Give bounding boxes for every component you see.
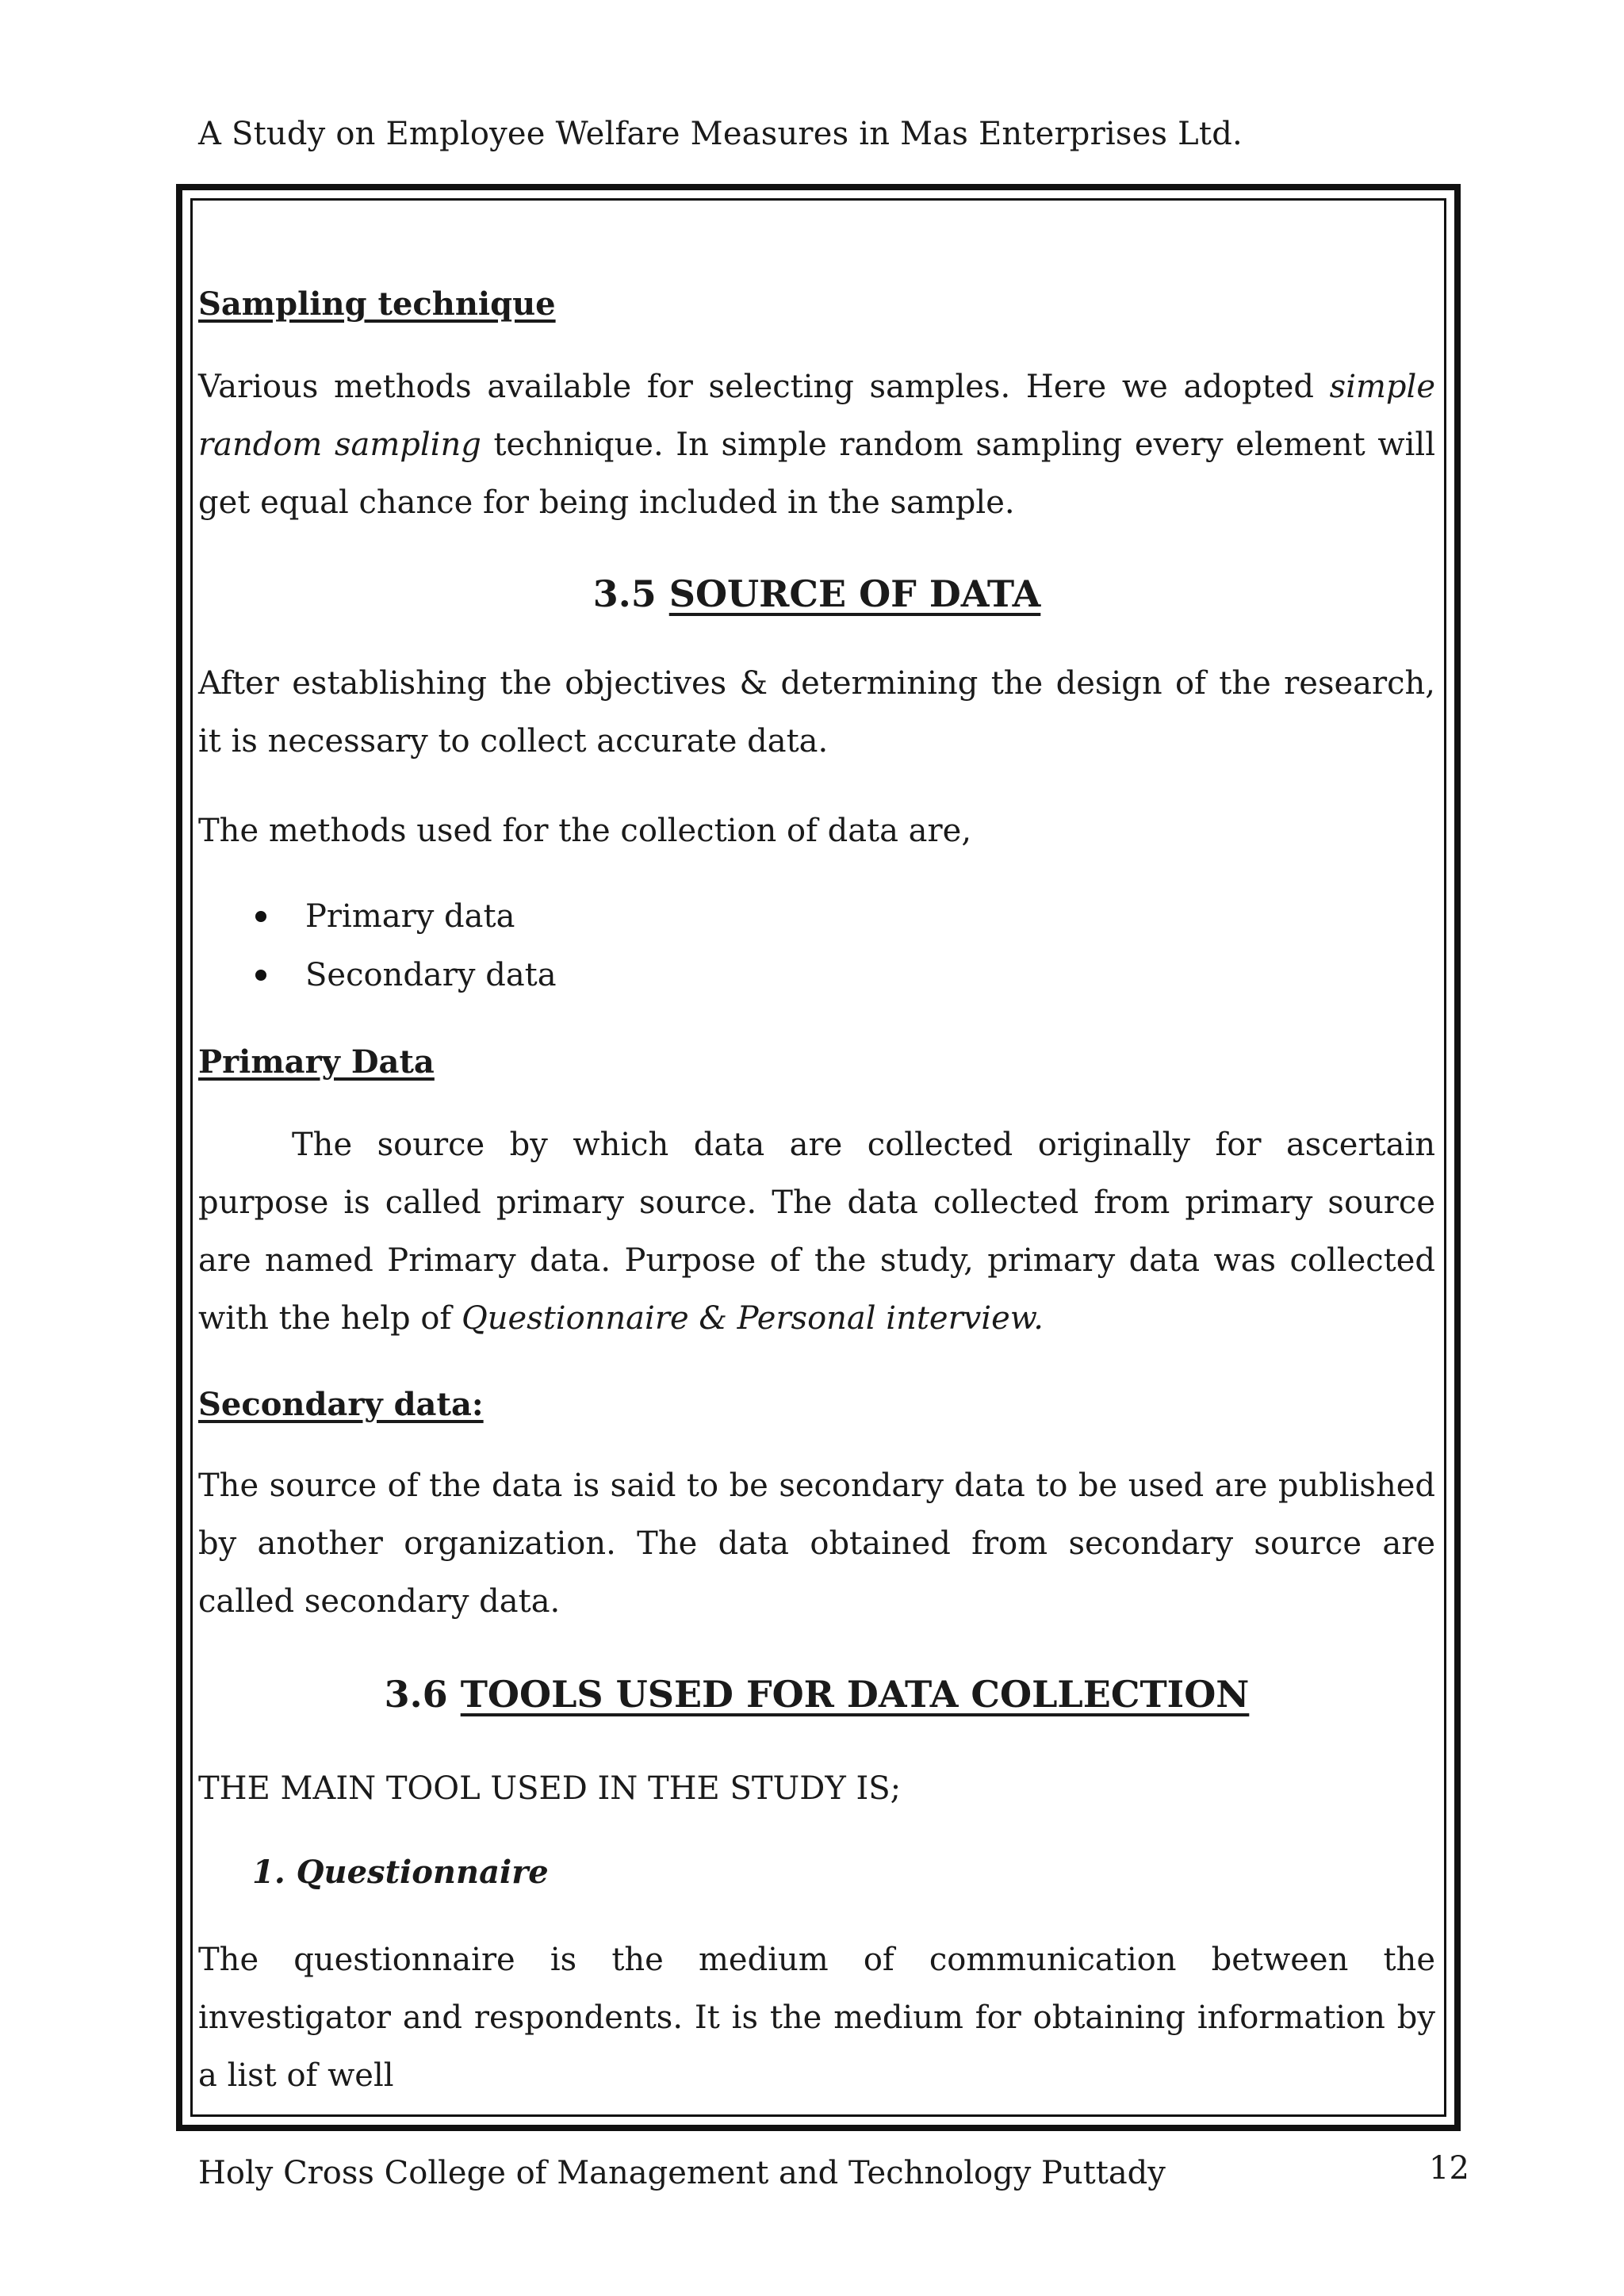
section-heading-tools <box>198 1673 1435 1716</box>
list-item-label: Primary data <box>305 898 515 935</box>
sampling-text-start: Various methods available for selecting samples. Here we adopted <box>198 369 1330 405</box>
primary-data-italic: Questionnaire & Personal interview. <box>461 1300 1044 1337</box>
methods-list <box>198 887 557 1004</box>
main-tool-line: THE MAIN TOOL USED IN THE STUDY IS; <box>198 1770 902 1807</box>
page-number: 12 <box>1429 2150 1469 2187</box>
list-item-label: Secondary data <box>305 957 557 993</box>
bullet-icon <box>255 970 266 981</box>
list-item <box>198 887 557 946</box>
sampling-technique-heading: Sampling technique <box>198 285 556 323</box>
sampling-text-end: technique. In simple random sampling every element will get equal chance for being included in the sample. <box>198 427 1435 521</box>
footer-institution: Holy Cross College of Management and Technology Puttady <box>198 2155 1166 2191</box>
bullet-icon <box>255 911 266 922</box>
source-of-data-intro: After establishing the objectives & determining the design of the research, it is necessary to collect accurate data. <box>198 665 1435 760</box>
list-item <box>198 946 557 1004</box>
tool-item-questionnaire: 1. Questionnaire <box>252 1854 549 1891</box>
section-title-tools: TOOLS USED FOR DATA COLLECTION <box>460 1673 1250 1716</box>
sampling-text-italic: simple random sampling <box>198 369 1435 463</box>
section-heading-source-of-data <box>198 572 1435 615</box>
section-title-source-of-data: SOURCE OF DATA <box>668 572 1041 615</box>
secondary-data-heading: Secondary data: <box>198 1386 484 1423</box>
running-header: A Study on Employee Welfare Measures in Mas Enterprises Ltd. <box>198 116 1243 152</box>
section-number-3-5: 3.5 <box>592 572 657 615</box>
secondary-data-paragraph: The source of the data is said to be secondary data to be used are published by another organization. The data obtained from secondary source are called secondary data. <box>198 1468 1435 1620</box>
primary-data-heading: Primary Data <box>198 1043 435 1081</box>
methods-line: The methods used for the collection of data are, <box>198 813 972 849</box>
questionnaire-paragraph: The questionnaire is the medium of communication between the investigator and respondents. It is the medium for obtaining information by a list of well <box>198 1942 1435 2094</box>
primary-data-paragraph <box>198 1116 1435 1348</box>
primary-data-text: The source by which data are collected originally for ascertain purpose is called primary source. The data collected from primary source are named Primary data. Purpose of the study, primary data was collected with the help of <box>198 1127 1435 1337</box>
sampling-technique-paragraph <box>198 358 1435 532</box>
section-number-3-6: 3.6 <box>384 1673 448 1716</box>
